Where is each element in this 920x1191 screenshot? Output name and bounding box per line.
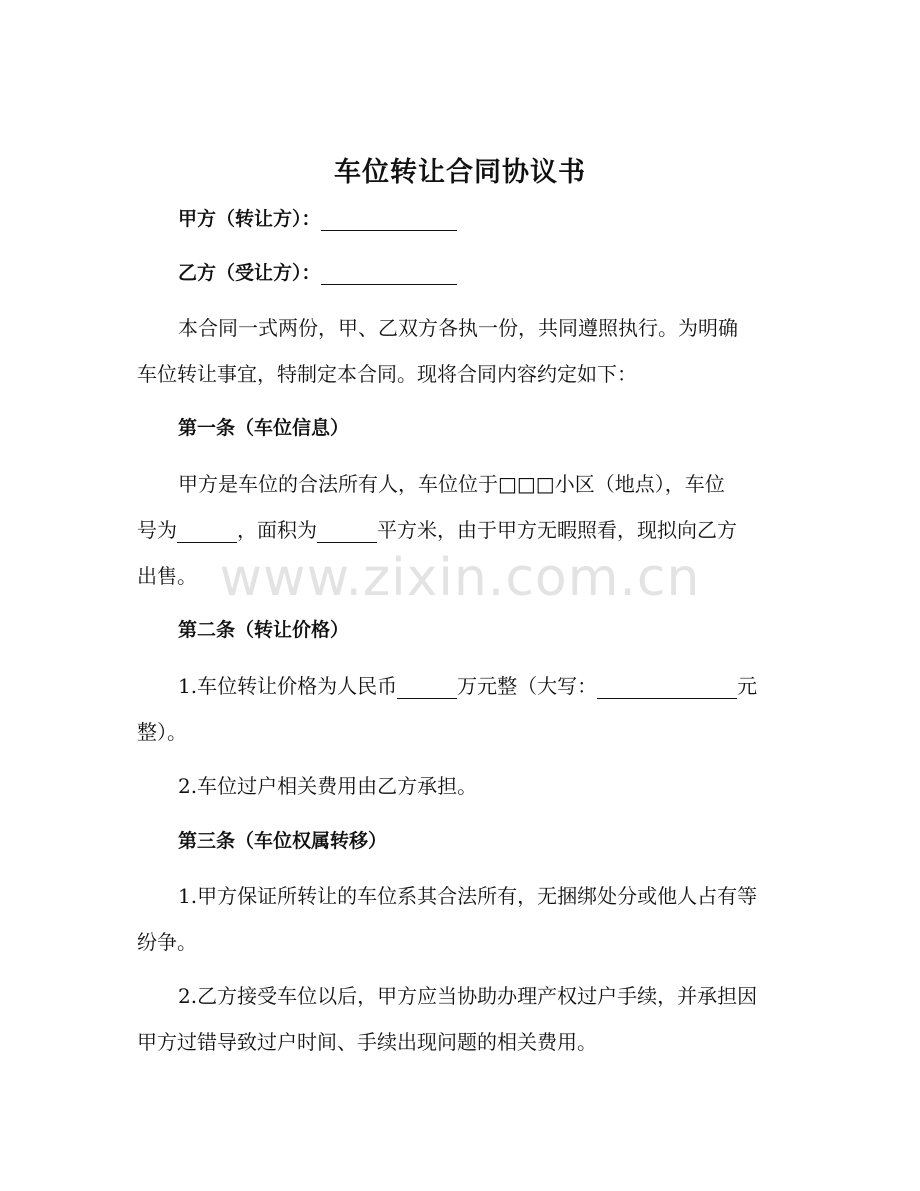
article-1-heading: 第一条（车位信息） (178, 417, 350, 439)
price-uppercase-blank (597, 676, 737, 699)
article-1-line-2-part-a: 号为 (137, 518, 177, 542)
article-2-item-1-part-c: 元 (737, 674, 758, 698)
article-2-item-1 (178, 663, 828, 709)
party-a-blank (321, 208, 457, 231)
article-3-item-1-continued: 纷争。 (137, 930, 197, 954)
article-2-item-1-part-b: 万元整（大写： (457, 674, 598, 698)
document-title: 车位转让合同协议书 (334, 157, 586, 188)
price-blank (397, 676, 457, 699)
party-a-label: 甲方（转让方）： (178, 208, 321, 230)
area-blank (317, 520, 377, 543)
space-number-blank (177, 520, 237, 543)
article-1-line-3: 出售。 (137, 564, 197, 588)
party-b-line (178, 250, 828, 296)
intro-line-2: 车位转让事宜，特制定本合同。现将合同内容约定如下： (137, 362, 637, 386)
party-a-line (178, 196, 828, 242)
article-2-item-1-continued: 整）。 (137, 720, 187, 744)
article-2-heading: 第二条（转让价格） (178, 619, 350, 641)
watermark: www.zixin.com.cn (219, 548, 701, 608)
article-3-heading: 第三条（车位权属转移） (178, 830, 388, 852)
article-2-item-1-part-a: 1.车位转让价格为人民币 (178, 674, 398, 698)
article-2-item-2: 2.车位过户相关费用由乙方承担。 (178, 774, 478, 798)
article-1-line-1: 甲方是车位的合法所有人，车位位于□□□小区（地点），车位 (178, 472, 725, 496)
party-b-blank (321, 262, 457, 285)
article-1-line-2-part-b: ，面积为 (237, 518, 317, 542)
article-3-item-2: 2.乙方接受车位以后，甲方应当协助办理产权过户手续，并承担因 (178, 984, 758, 1008)
article-3-item-2-continued: 甲方过错导致过户时间、手续出现问题的相关费用。 (137, 1030, 597, 1054)
article-1-line-2-part-c: 平方米，由于甲方无暇照看，现拟向乙方 (377, 518, 737, 542)
article-1-line-2 (137, 507, 787, 553)
party-b-label: 乙方（受让方）： (178, 262, 321, 284)
intro-line-1: 本合同一式两份，甲、乙双方各执一份，共同遵照执行。为明确 (178, 316, 738, 340)
article-3-item-1: 1.甲方保证所转让的车位系其合法所有，无捆绑处分或他人占有等 (178, 884, 758, 908)
